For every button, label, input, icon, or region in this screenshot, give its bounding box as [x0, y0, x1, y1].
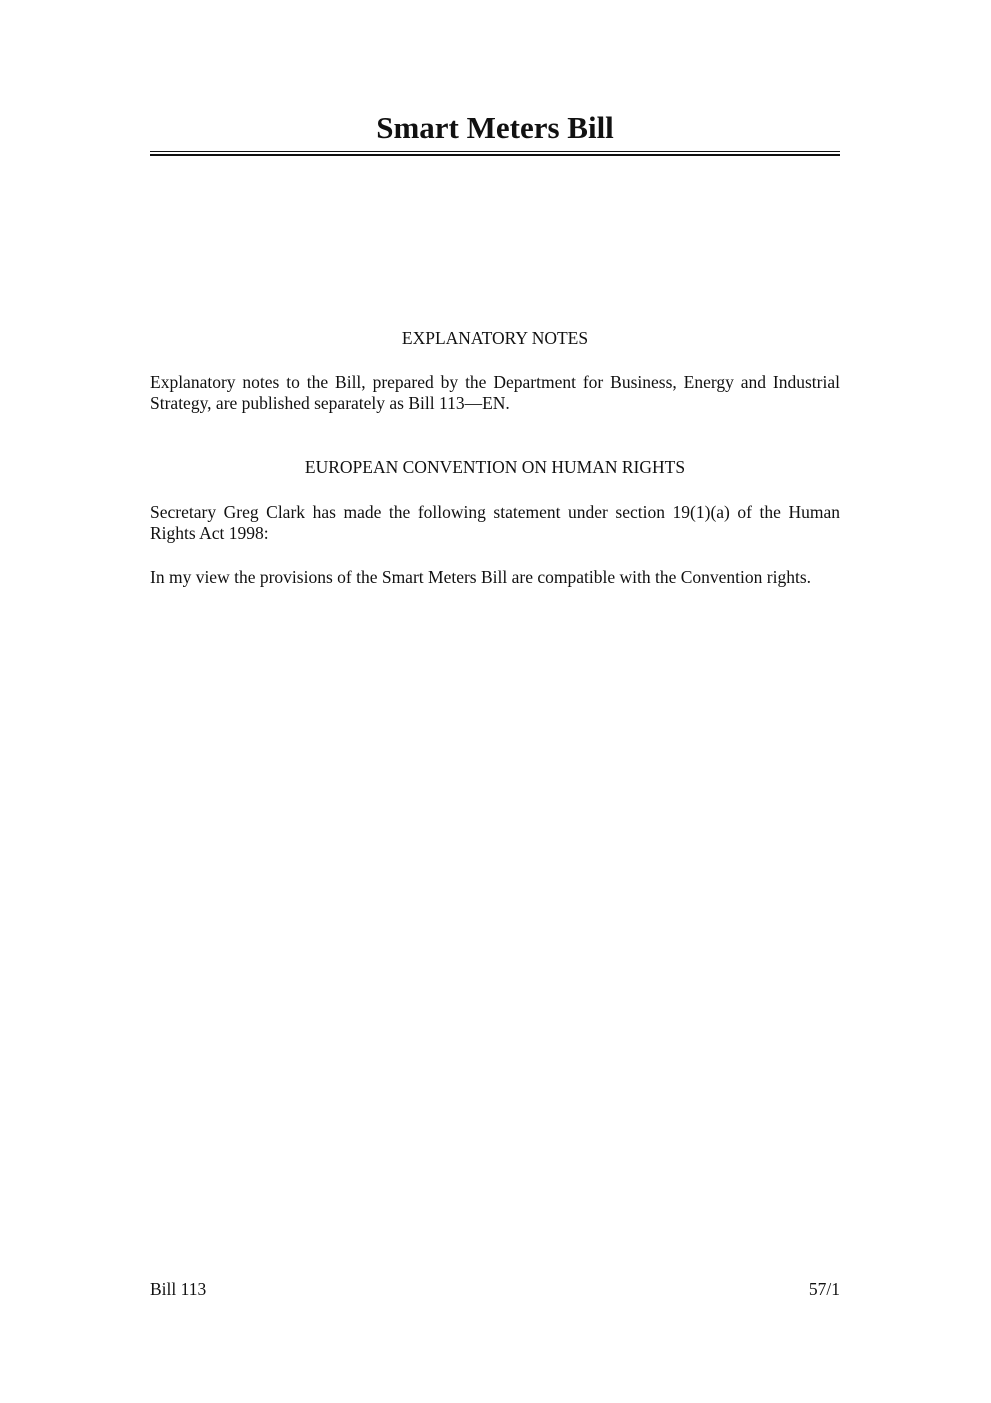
- footer-page-ref: 57/1: [808, 1279, 840, 1299]
- title-rule-thick: [150, 154, 840, 156]
- title-rule-thin: [150, 151, 840, 152]
- explanatory-notes-text: Explanatory notes to the Bill, prepared by the Department for Business, Energy and Industrial Strategy, are published separately as Bill 113—EN.: [150, 372, 840, 413]
- echr-statement: In my view the provisions of the Smart Meters Bill are compatible with the Convention rights.: [150, 567, 812, 587]
- echr-heading: EUROPEAN CONVENTION ON HUMAN RIGHTS: [304, 457, 686, 477]
- footer-bill-number: Bill 113: [150, 1279, 207, 1299]
- explanatory-notes-heading: EXPLANATORY NOTES: [401, 328, 589, 348]
- page-title: Smart Meters Bill: [376, 110, 614, 145]
- echr-statement-intro: Secretary Greg Clark has made the following statement under section 19(1)(a) of the Human Rights Act 1998:: [150, 502, 840, 543]
